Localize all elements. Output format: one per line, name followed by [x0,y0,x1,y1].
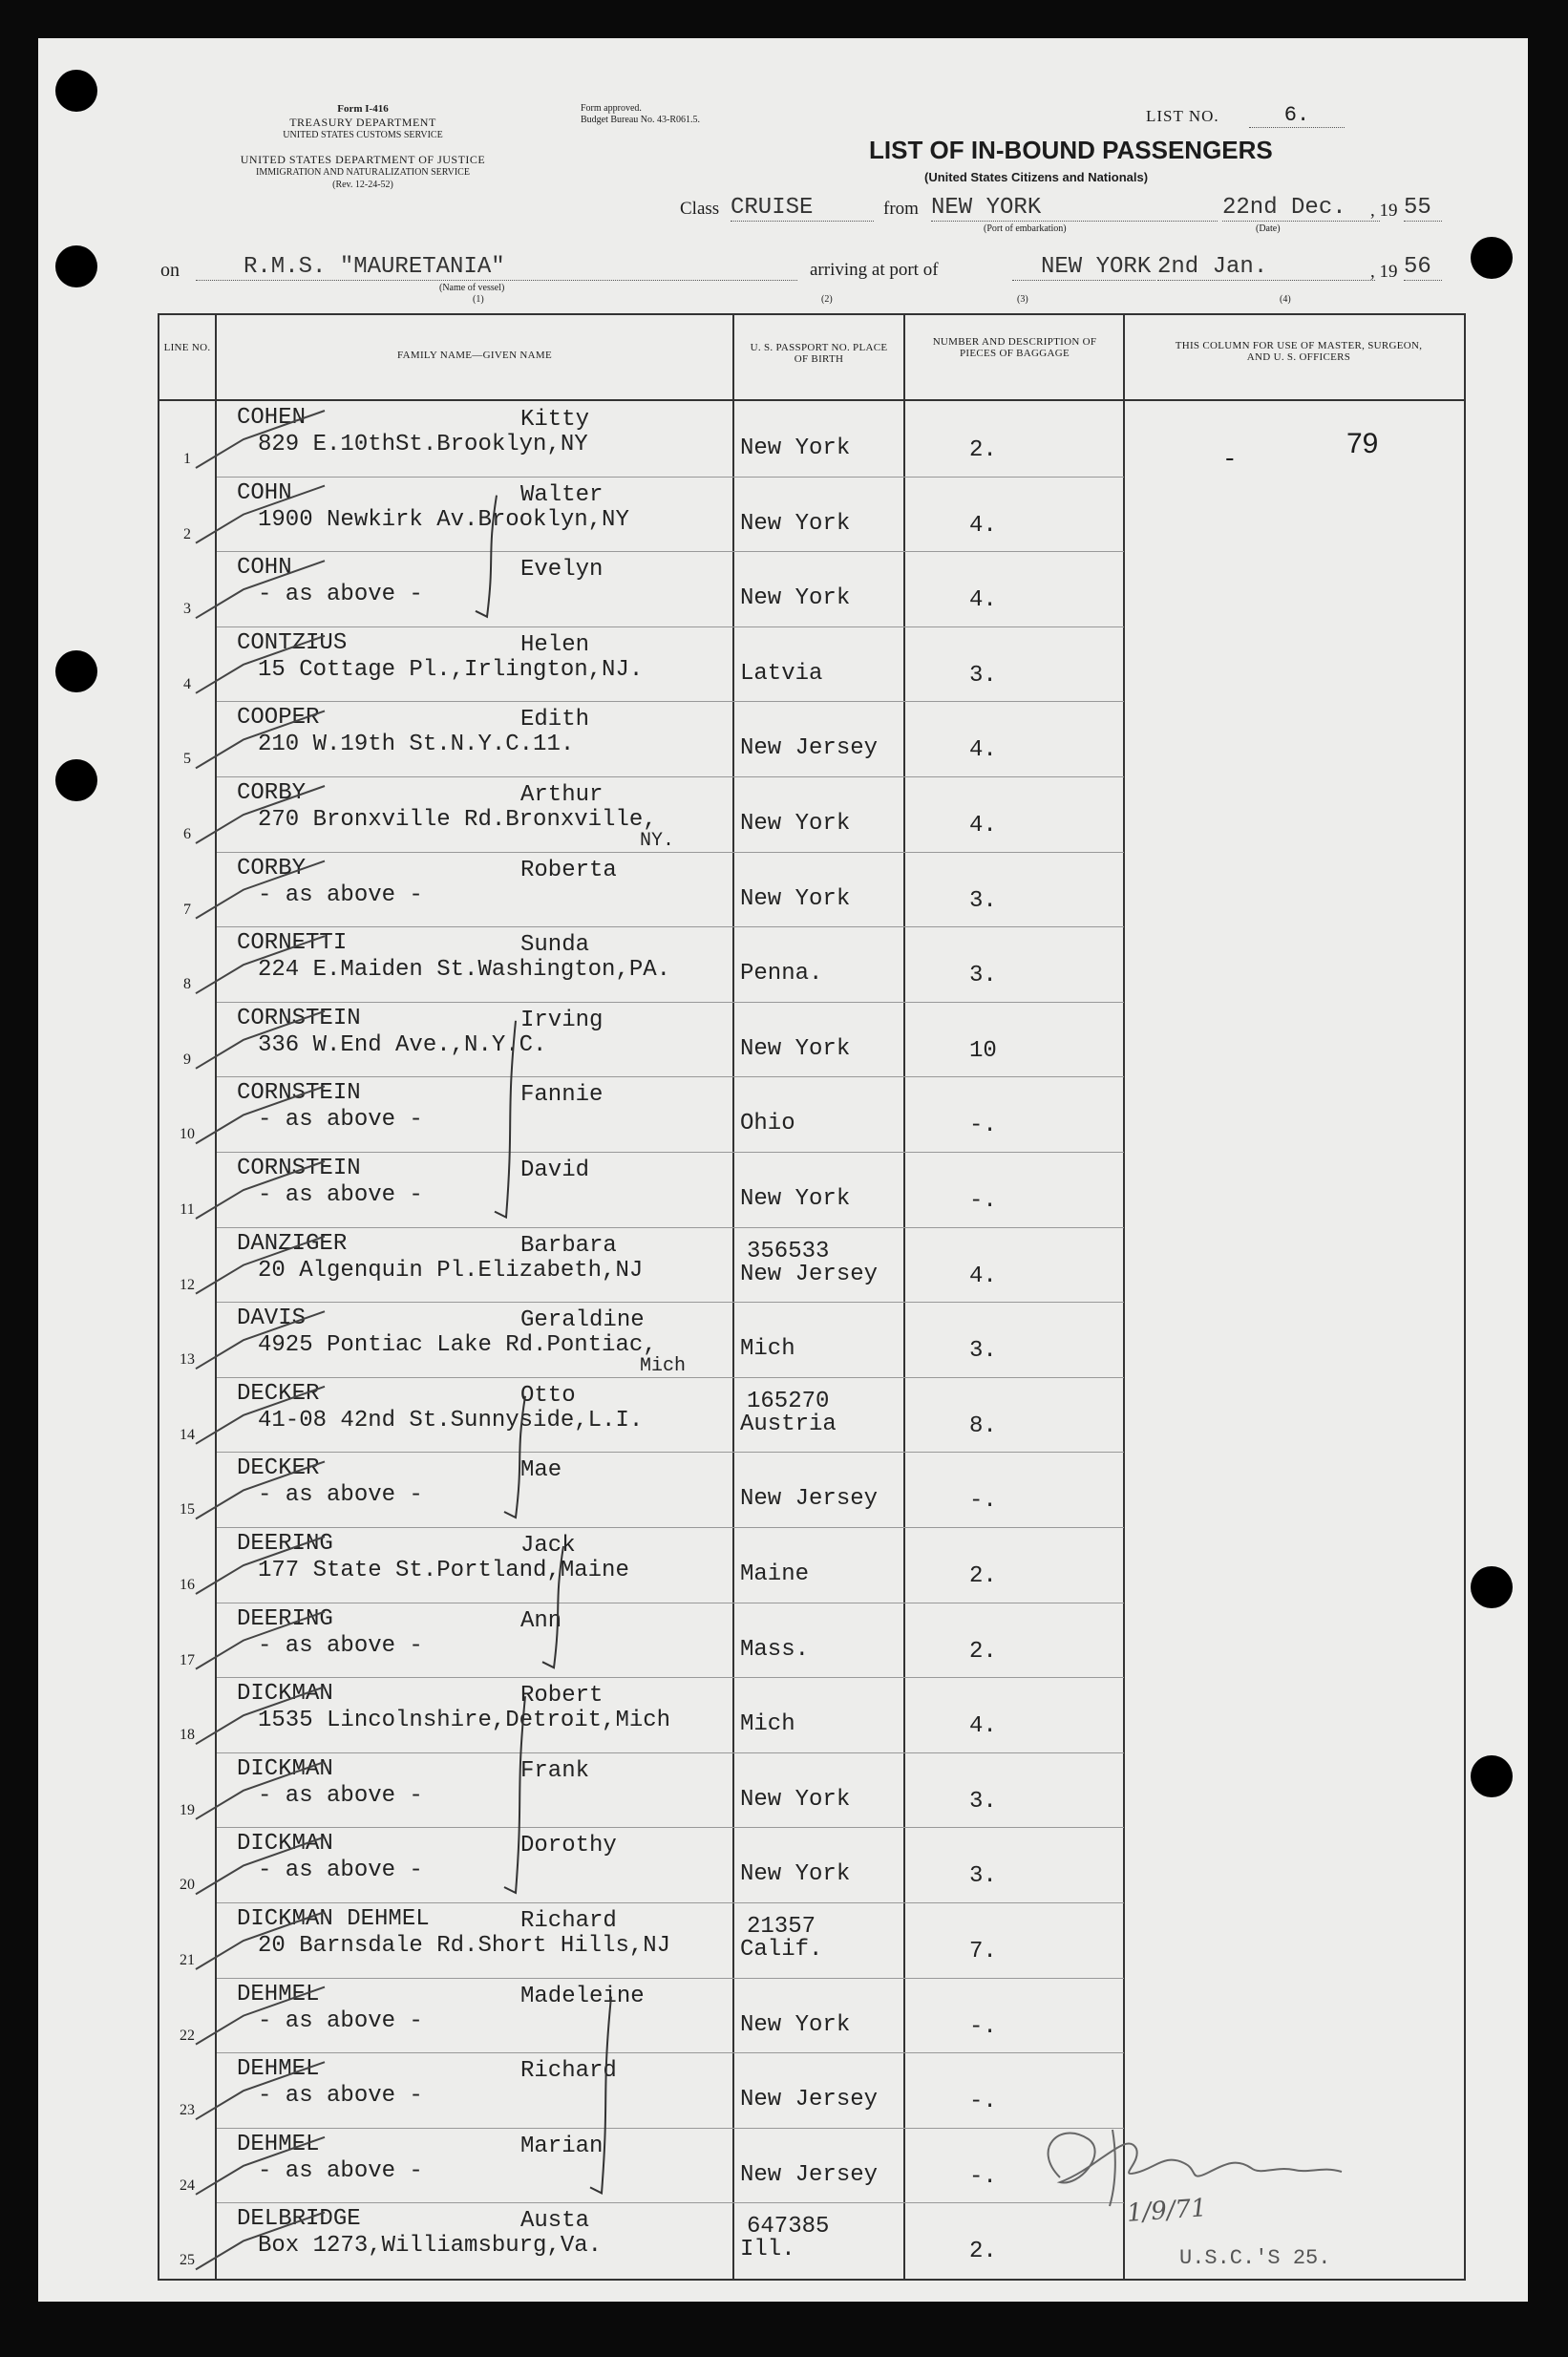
line-number: 7 [183,901,191,918]
birthplace: New York [740,435,851,461]
given-name: Helen [520,631,590,658]
row-divider [217,2128,1124,2129]
given-name: Robert [520,1683,604,1709]
line-number: 22 [180,2027,195,2044]
form-number: Form I-416 [337,103,389,115]
family-name: CONTZIUS [237,629,348,656]
given-name: Dorothy [520,1833,617,1859]
family-name: COHN [237,479,292,506]
row-divider [217,1377,1124,1378]
row-divider [217,1527,1124,1528]
passport-number: 356533 [747,1238,830,1264]
line-number: 10 [180,1126,195,1143]
given-name: Marian [520,2133,604,2159]
line-number: 4 [183,675,191,692]
birthplace: New York [740,885,851,912]
ins-service: IMMIGRATION AND NATURALIZATION SERVICE [256,167,470,178]
family-name: CORBY [237,855,307,881]
given-name: Madeleine [520,1983,645,2009]
baggage-count: -. [969,1188,997,1214]
family-name: DELBRIDGE [237,2206,361,2233]
date-mark: 1/9/71 [1126,2194,1208,2228]
punch-hole [1471,1755,1513,1797]
line-number: 5 [183,751,191,768]
header-bottom-border [158,399,1466,401]
form-approved: Form approved. [581,103,642,114]
birthplace: New York [740,1186,851,1212]
birthplace: New York [740,1035,851,1062]
family-name: DEERING [237,1531,333,1557]
birthplace: Penna. [740,961,823,987]
col-divider-passport [903,313,905,2281]
baggage-count: 2. [969,1638,997,1665]
budget-bureau: Budget Bureau No. 43-R061.5. [581,115,700,125]
col3-num: (3) [1017,294,1028,305]
given-name: Fannie [520,1082,604,1109]
address: - as above - [258,2157,423,2184]
address: 41-08 42nd St.Sunnyside,L.I. [258,1407,644,1433]
family-name: DEHMEL [237,1981,320,2007]
family-name: DECKER [237,1455,320,1482]
row-divider [217,776,1124,777]
address: - as above - [258,1482,423,1509]
col-header-baggage: NUMBER AND DESCRIPTION OF PIECES OF BAGGAGE [932,336,1097,359]
family-name: CORBY [237,780,307,806]
line-number: 8 [183,976,191,993]
row-divider [217,1677,1124,1678]
vessel-caption: (Name of vessel) [439,283,505,293]
year-prefix-2: , 19 [1370,262,1398,282]
baggage-count: 3. [969,887,997,914]
given-name: Arthur [520,782,604,808]
line-number: 20 [180,1877,195,1894]
baggage-count: -. [969,2013,997,2040]
row-divider [217,477,1124,478]
baggage-count: 10 [969,1037,997,1064]
address: - as above - [258,1858,423,1884]
punch-hole [1471,237,1513,279]
page-title: LIST OF IN-BOUND PASSENGERS [869,136,1273,164]
line-number: 13 [180,1351,195,1369]
family-name: DECKER [237,1380,320,1407]
birthplace: Maine [740,1561,810,1587]
baggage-count: 4. [969,737,997,764]
line-number: 25 [180,2252,195,2269]
row-divider [217,1902,1124,1903]
baggage-count: 3. [969,1788,997,1815]
given-name: David [520,1157,590,1183]
row-divider [217,1752,1124,1753]
date-caption: (Date) [1256,223,1281,234]
birthplace: New York [740,1786,851,1813]
address: 210 W.19th St.N.Y.C.11. [258,732,575,758]
embark-year: 55 [1404,195,1442,222]
line-number: 23 [180,2102,195,2119]
baggage-count: 7. [969,1939,997,1964]
line-number: 11 [180,1201,195,1218]
arrival-year: 56 [1404,254,1442,281]
family-name: DICKMAN [237,1755,333,1782]
officer-dash: - [1222,445,1238,474]
line-number: 3 [183,601,191,618]
baggage-count: 4. [969,813,997,839]
col-header-line-no: LINE NO. [163,342,211,353]
punch-hole [1471,1566,1513,1608]
address: Box 1273,Williamsburg,Va. [258,2233,603,2260]
col4-num: (4) [1280,294,1291,305]
birthplace: Austria [740,1411,837,1437]
given-name: Otto [520,1382,576,1409]
address: 4925 Pontiac Lake Rd.Pontiac, [258,1332,657,1359]
baggage-count: 2. [969,437,997,463]
address: - as above - [258,2007,423,2034]
birthplace: New Jersey [740,735,879,762]
family-name: COHEN [237,405,307,431]
row-divider [217,551,1124,552]
table-top-border [158,313,1466,315]
address: - as above - [258,1782,423,1809]
baggage-count: -. [969,2089,997,2115]
birthplace: New York [740,510,851,537]
baggage-count: 2. [969,1563,997,1589]
family-name: COOPER [237,705,320,732]
family-name: CORNSTEIN [237,1080,361,1107]
birthplace: New York [740,1861,851,1888]
baggage-count: 4. [969,1713,997,1740]
line-number: 17 [180,1651,195,1668]
birthplace: Mich [740,1336,795,1363]
passport-number: 21357 [747,1914,816,1940]
family-name: CORNETTI [237,930,348,957]
line-number: 9 [183,1051,191,1068]
row-divider [217,1978,1124,1979]
row-divider [217,1302,1124,1303]
given-name: Kitty [520,407,590,433]
birthplace: Calif. [740,1937,823,1963]
birthplace: New York [740,2011,851,2038]
row-divider [217,1227,1124,1228]
birthplace: New Jersey [740,1486,879,1513]
punch-hole [55,245,97,287]
birthplace: New York [740,811,851,837]
given-name: Irving [520,1007,604,1033]
address: 1535 Lincolnshire,Detroit,Mich [258,1708,671,1734]
baggage-count: -. [969,1488,997,1515]
customs-service: UNITED STATES CUSTOMS SERVICE [283,130,443,140]
arrival-port: NEW YORK [1012,254,1155,281]
punch-hole [55,650,97,692]
baggage-count: -. [969,2163,997,2190]
given-name: Geraldine [520,1307,645,1334]
address: 15 Cottage Pl.,Irlington,NJ. [258,656,644,683]
birthplace: New Jersey [740,1261,879,1287]
baggage-count: 3. [969,1338,997,1365]
line-number: 2 [183,525,191,542]
punch-hole [55,70,97,112]
family-name: DICKMAN [237,1681,333,1708]
address: 270 Bronxville Rd.Bronxville, [258,807,657,833]
family-name: DEERING [237,1605,333,1632]
vessel-caption-num: (1) [473,294,484,305]
table-right-border [1464,313,1466,2281]
page-subtitle: (United States Citizens and Nationals) [924,170,1149,184]
given-name: Mae [520,1457,562,1484]
address-line-2: NY. [640,830,675,852]
address: 829 E.10thSt.Brooklyn,NY [258,432,588,457]
on-label: on [160,260,180,281]
line-number: 15 [180,1501,195,1518]
given-name: Sunda [520,932,590,959]
address: 177 State St.Portland,Maine [258,1558,629,1583]
row-divider [217,626,1124,627]
birthplace: Ill. [740,2237,795,2263]
footer-stamp: U.S.C.'S 25. [1179,2246,1331,2270]
row-divider [217,1002,1124,1003]
baggage-count: 3. [969,662,997,689]
line-number: 16 [180,1577,195,1593]
line-number: 24 [180,2177,195,2194]
from-label: from [883,199,919,219]
line-number: 18 [180,1727,195,1744]
address: - as above - [258,582,423,608]
col-divider-baggage [1123,313,1125,2281]
line-number: 12 [180,1276,195,1293]
row-divider [217,852,1124,853]
arriving-label: arriving at port of [810,260,939,280]
baggage-count: -. [969,1113,997,1139]
given-name: Richard [520,1908,617,1934]
row-divider [217,2202,1124,2203]
address-line-2: Mich [640,1355,687,1378]
baggage-count: 8. [969,1412,997,1439]
col-header-officers: THIS COLUMN FOR USE OF MASTER, SURGEON, AND U. S. OFFICERS [1175,340,1423,363]
address: - as above - [258,1632,423,1659]
given-name: Richard [520,2058,617,2085]
line-number: 19 [180,1801,195,1818]
family-name: COHN [237,555,292,582]
row-divider [217,926,1124,927]
baggage-count: 2. [969,2239,997,2265]
year-prefix-1: , 19 [1370,201,1398,221]
address: - as above - [258,881,423,908]
family-name: DICKMAN DEHMEL [237,1906,430,1932]
given-name: Walter [520,481,604,508]
passport-number: 165270 [747,1388,830,1414]
row-divider [217,2052,1124,2053]
line-number: 1 [183,451,191,467]
address: - as above - [258,2083,423,2110]
address: 336 W.End Ave.,N.Y.C. [258,1031,547,1058]
baggage-count: 4. [969,512,997,539]
family-name: CORNSTEIN [237,1156,361,1181]
col-divider-name [732,313,734,2281]
given-name: Evelyn [520,557,604,584]
baggage-count: 4. [969,1263,997,1289]
given-name: Barbara [520,1232,617,1259]
baggage-count: 3. [969,1863,997,1890]
line-number: 14 [180,1426,195,1443]
row-divider [217,701,1124,702]
family-name: DANZIGER [237,1230,348,1257]
birthplace: New Jersey [740,2161,879,2188]
embark-date: 22nd Dec. [1222,195,1380,222]
port-embark-caption: (Port of embarkation) [984,223,1067,234]
row-divider [217,1152,1124,1153]
given-name: Ann [520,1607,562,1634]
class-value: CRUISE [731,195,874,222]
birthplace: Ohio [740,1111,795,1137]
given-name: Jack [520,1533,576,1559]
address: 20 Algenquin Pl.Elizabeth,NJ [258,1257,644,1284]
embark-port: NEW YORK [931,195,1218,222]
vessel-name: R.M.S. "MAURETANIA" [196,254,797,281]
address: 1900 Newkirk Av.Brooklyn,NY [258,506,629,533]
treasury-department: TREASURY DEPARTMENT [289,116,436,129]
family-name: DICKMAN [237,1831,333,1858]
passport-number: 647385 [747,2214,830,2240]
col-divider-line [215,313,217,2281]
line-number: 21 [180,1952,195,1968]
manifest-page [38,38,1528,2302]
address: 20 Barnsdale Rd.Short Hills,NJ [258,1933,671,1959]
given-name: Roberta [520,857,617,883]
arriving-caption-num: (2) [821,294,833,305]
family-name: CORNSTEIN [237,1005,361,1031]
baggage-count: 3. [969,963,997,989]
family-bracket-icon [590,1997,611,2194]
birthplace: Mich [740,1711,795,1738]
family-name: DAVIS [237,1306,307,1332]
birthplace: Mass. [740,1636,810,1663]
arrival-date: 2nd Jan. [1157,254,1375,281]
table-bottom-border [158,2279,1466,2281]
line-number: 6 [183,826,191,842]
punch-hole [55,759,97,801]
col-header-passport: U. S. PASSPORT NO. PLACE OF BIRTH [750,342,888,365]
family-name: DEHMEL [237,2056,320,2083]
class-label: Class [680,199,720,219]
list-no-value: 6. [1249,103,1345,128]
family-name: DEHMEL [237,2131,320,2157]
row-divider [217,1452,1124,1453]
given-name: Austa [520,2208,590,2235]
col-header-name: FAMILY NAME—GIVEN NAME [397,350,552,361]
address: - as above - [258,1182,423,1208]
birthplace: Latvia [740,660,823,687]
revision-date: (Rev. 12-24-52) [332,180,393,190]
list-no-label: LIST NO. [1146,107,1219,125]
baggage-count: 4. [969,587,997,614]
officer-number: 79 [1346,428,1379,459]
row-divider [217,1076,1124,1077]
row-divider [217,1827,1124,1828]
address: - as above - [258,1107,423,1134]
given-name: Edith [520,707,590,733]
birthplace: New York [740,585,851,612]
address: 224 E.Maiden St.Washington,PA. [258,957,671,984]
justice-department: UNITED STATES DEPARTMENT OF JUSTICE [240,153,486,166]
given-name: Frank [520,1757,590,1784]
birthplace: New Jersey [740,2087,879,2113]
